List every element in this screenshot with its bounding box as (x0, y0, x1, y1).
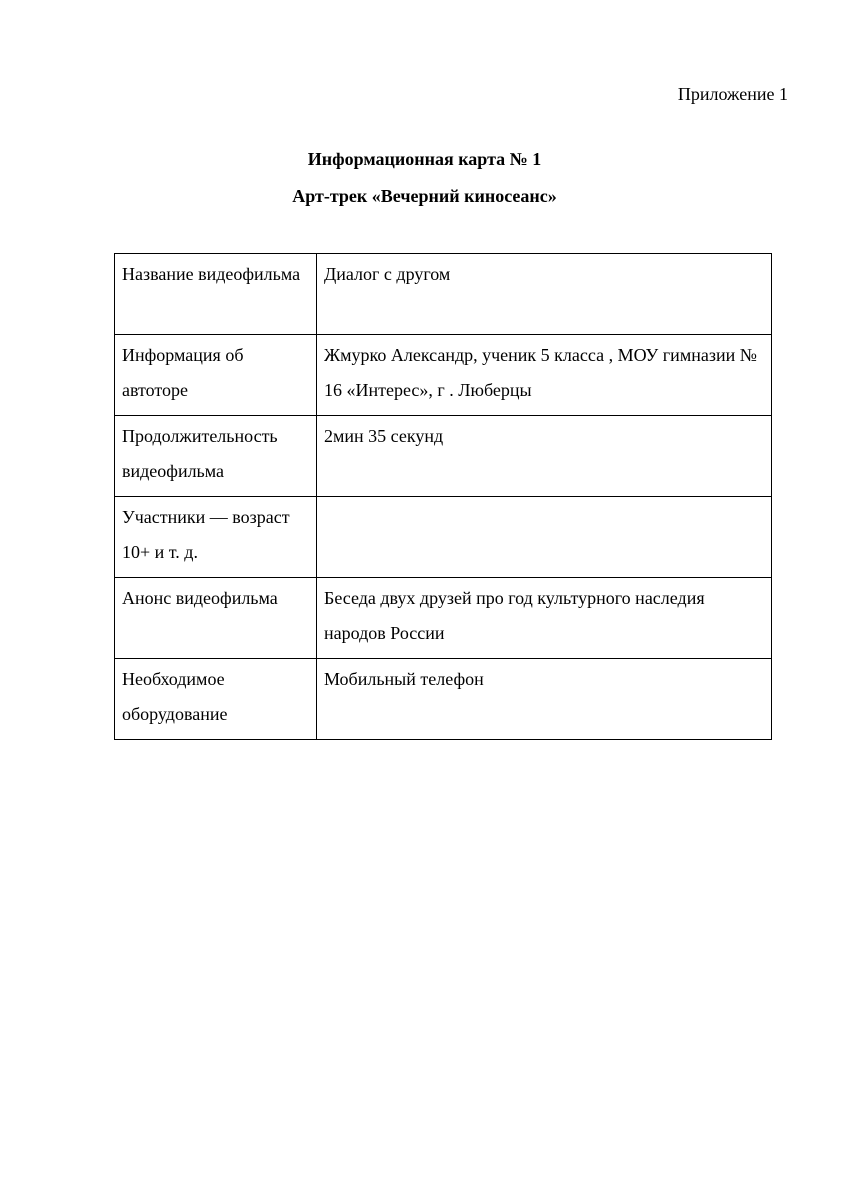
table-row-author (115, 335, 772, 416)
row-label: Информация об автоторе (115, 335, 317, 416)
row-value (317, 497, 772, 578)
row-value: Диалог с другом (317, 254, 772, 335)
row-label: Необходимое оборудование (115, 659, 317, 740)
table-row-equipment (115, 659, 772, 740)
row-label: Продолжительность видеофильма (115, 416, 317, 497)
row-label: Название видеофильма (115, 254, 317, 335)
row-label: Участники — возраст 10+ и т. д. (115, 497, 317, 578)
table-row-participants (115, 497, 772, 578)
table-row-duration (115, 416, 772, 497)
row-value: Мобильный телефон (317, 659, 772, 740)
row-value: Жмурко Александр, ученик 5 класса , МОУ гимназии № 16 «Интерес», г . Люберцы (317, 335, 772, 416)
row-label: Анонс видеофильма (115, 578, 317, 659)
row-value: Беседа двух друзей про год культурного наследия народов России (317, 578, 772, 659)
document-title: Информационная карта № 1 (307, 149, 542, 169)
document-subtitle: Арт-трек «Вечерний киносеанс» (292, 186, 557, 206)
row-value: 2мин 35 секунд (317, 416, 772, 497)
info-table (114, 253, 772, 740)
title-block (0, 147, 849, 208)
table-row-announcement (115, 578, 772, 659)
appendix-label: Приложение 1 (677, 84, 788, 104)
table-row-title (115, 254, 772, 335)
